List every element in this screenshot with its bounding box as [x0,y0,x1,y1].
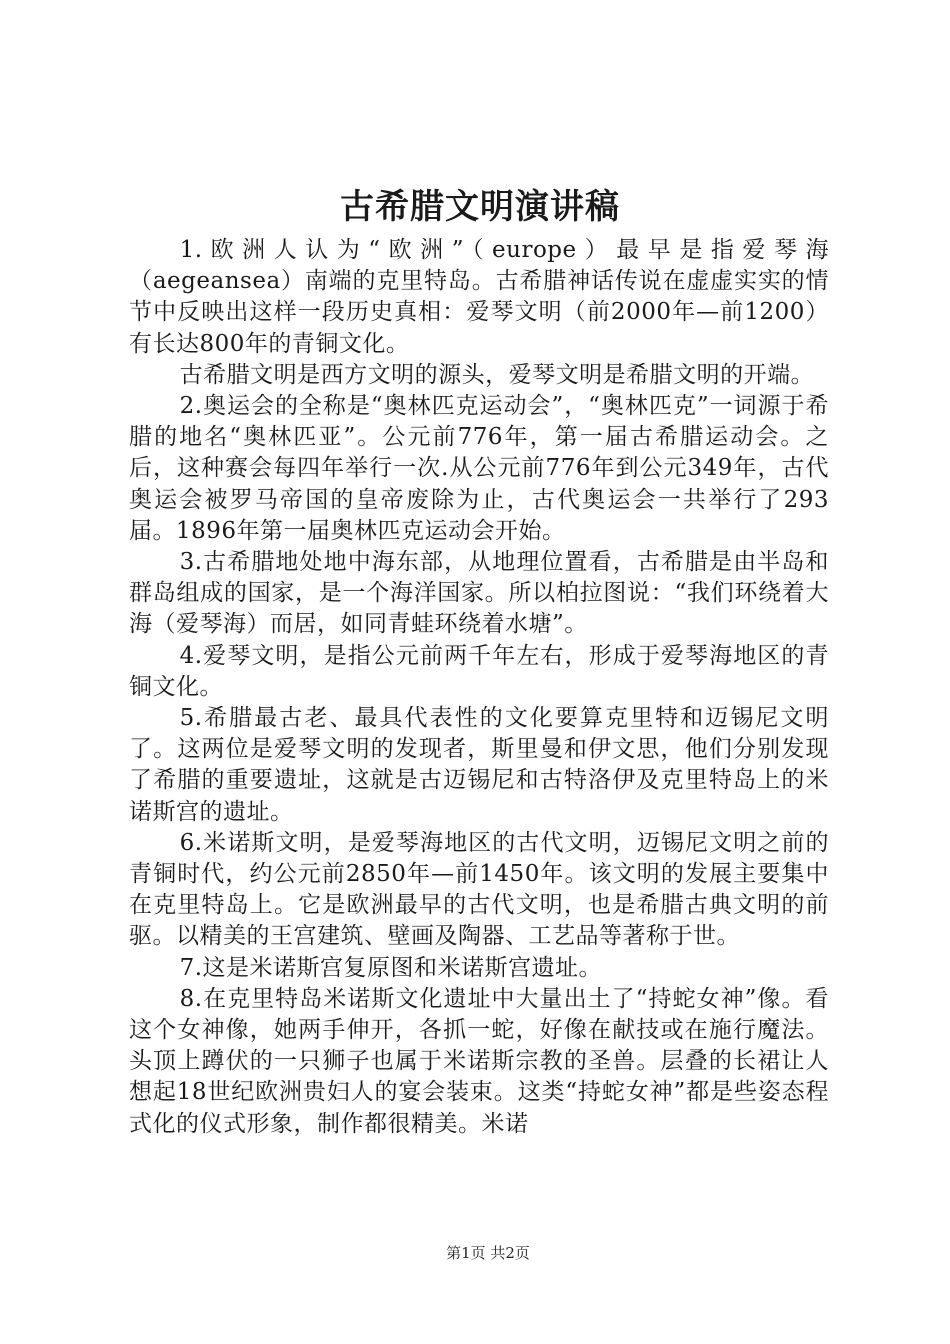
paragraph-5: 4.爱琴文明，是指公元前两千年左右，形成于爱琴海地区的青铜文化。 [129,642,829,700]
paragraph-2: 古希腊文明是西方文明的源头，爱琴文明是希腊文明的开端。 [179,361,815,388]
paragraph-4: 3.古希腊地处地中海东部，从地理位置看，古希腊是由半岛和群岛组成的国家，是一个海洋国家。所以柏拉图说：“我们环绕着大海（爱琴海）而居，如同青蛙环绕着水塘”。 [129,549,829,638]
paragraph-3: 2.奥运会的全称是“奥林匹克运动会”，“奥林匹克”一词源于希腊的地名“奥林匹亚”。公元前776年，第一届古希腊运动会。之后，这种赛会每四年举行一次.从公元前776年到公元349年，古代奥运会被罗马帝国的皇帝废除为止，古代奥运会一共举行了293届。1896年第一届奥林匹克运动会开始。 [129,393,829,544]
document-title: 古希腊文明演讲稿 [340,187,620,227]
paragraph-7: 6.米诺斯文明，是爱琴海地区的古代文明，迈锡尼文明之前的青铜时代，约公元前2850年—前1450年。该文明的发展主要集中在克里特岛上。它是欧洲最早的古代文明，也是希腊古典文明的前驱。以精美的王宫建筑、壁画及陶器、工艺品等著称于世。 [129,829,829,950]
paragraph-8: 7.这是米诺斯宫复原图和米诺斯宫遗址。 [179,954,603,981]
document-body [129,235,829,1140]
page-number-footer: 第1页 共2页 [446,1244,530,1262]
paragraph-6: 5.希腊最古老、最具代表性的文化要算克里特和迈锡尼文明了。这两位是爱琴文明的发现者，斯里曼和伊文思，他们分别发现了希腊的重要遗址，这就是古迈锡尼和古特洛伊及克里特岛上的米诺斯宫的遗址。 [129,705,829,825]
paragraph-1: 1.欧洲人认为“欧洲”（europe）最早是指爱琴海（aegeansea）南端的克里特岛。古希腊神话传说在虚虚实实的情节中反映出这样一段历史真相：爱琴文明（前2000年—前1200）有长达800年的青铜文化。 [129,237,829,357]
paragraph-9: 8.在克里特岛米诺斯文化遗址中大量出土了“持蛇女神”像。看这个女神像，她两手伸开，各抓一蛇，好像在献技或在施行魔法。头顶上蹲伏的一只狮子也属于米诺斯宗教的圣兽。层叠的长裙让人想起18世纪欧洲贵妇人的宴会装束。这类“持蛇女神”都是些姿态程式化的仪式形象，制作都很精美。米诺 [129,985,829,1137]
